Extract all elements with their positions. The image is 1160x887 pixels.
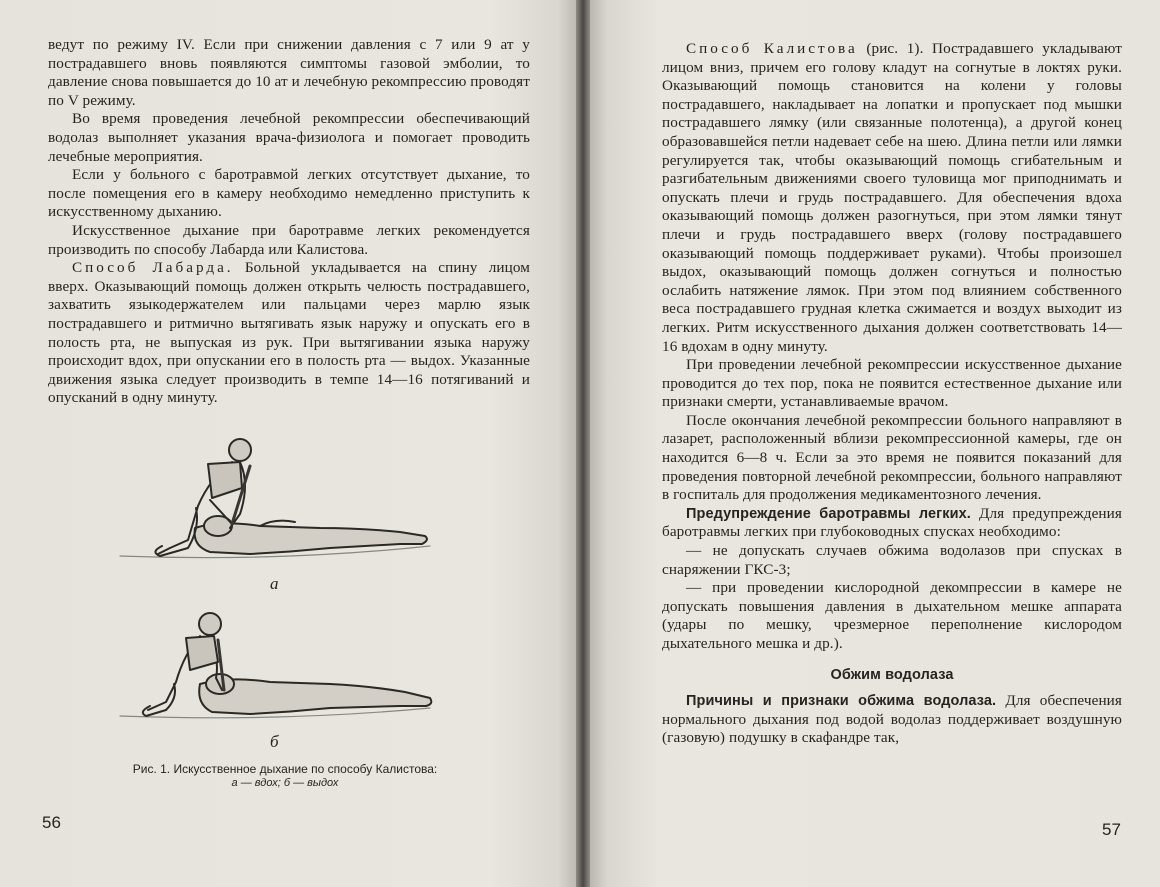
paragraph-kalistov <box>662 40 1122 356</box>
left-page-text <box>48 36 530 408</box>
paragraph: ведут по режиму IV. Если при снижении давления с 7 или 9 ат у пострадавшего вновь появляются симптомы газовой эмболии, то давление снова повышается до 10 ат и лечебную рекомпрессию проводят по V режиму. <box>48 36 530 109</box>
paragraph: Если у больного с баротравмой легких отсутствует дыхание, то после помещения его в камеру необходимо немедленно приступить к искусственному дыханию. <box>48 166 530 221</box>
kalistov-title: Способ Калистова <box>686 40 858 57</box>
figure-caption <box>115 762 455 790</box>
prevention-text: Для предупреждения баротравмы легких при глубоководных спусках необходимо: <box>662 504 1122 541</box>
right-page-text <box>662 40 1122 748</box>
page-number-left: 56 <box>42 813 61 832</box>
paragraph: Искусственное дыхание при баротравме легких рекомендуется производить по способу Лабарда или Калистова. <box>48 221 530 258</box>
caption-legend: а — вдох; б — выдох <box>231 777 339 789</box>
figure-a-label: а <box>270 574 279 593</box>
figure-b-illustration <box>100 598 470 736</box>
causes-title: Причины и признаки обжима водолаза. <box>686 693 997 710</box>
left-page <box>0 0 576 887</box>
book-gutter <box>576 0 590 887</box>
list-item: — не допускать случаев обжима водолазов при спусках в снаряжении ГКС-3; <box>662 542 1122 578</box>
paragraph: После окончания лечебной рекомпрессии больного направляют в лазарет, расположенный вблизи рекомпрессионной камеры, где он находится 6—8 ч. Если за это время не появится показаний для проведения повторной лечебной рекомпрессии, больного направляют в госпиталь для продолжения медикаментозного лечения. <box>662 411 1122 504</box>
page-number-right: 57 <box>1102 820 1121 839</box>
paragraph: При проведении лечебной рекомпрессии искусственное дыхание проводится до тех пор, пока не появится естественное дыхание или признаки смерти, устанавливаемые врачом. <box>662 356 1122 411</box>
figure-b-label: б <box>270 732 279 751</box>
caption-title: Рис. 1. Искусственное дыхание по способу Калистова: <box>132 762 438 776</box>
figure-a-illustration <box>100 428 470 578</box>
list-item: — при проведении кислородной декомпрессии в камере не допускать повышения давления в дыхательном мешке аппарата (удары по мешку, чрезмерное переполнение кислородом дыхательного мешка и др.). <box>662 579 1122 652</box>
prevention-title: Предупреждение баротравмы легких. <box>686 505 971 522</box>
right-page <box>590 0 1160 887</box>
paragraph-labard <box>48 259 530 408</box>
paragraph: Во время проведения лечебной рекомпрессии обеспечивающий водолаз выполняет указания врача-физиолога и помогает проводить лечебные мероприятия. <box>48 110 530 165</box>
paragraph-prevention <box>662 505 1122 542</box>
labard-text: Больной укладывается на спину лицом вверх. Оказывающий помощь должен открыть челюсть пострадавшего, захватить языкодержателем или пальцами через марлю язык пострадавшего и ритмично вытягивать язык наружу и опускать его в полость рта, не выпуская из рук. При вытягивании языка наружу происходит вдох, при опускании его в полость рта — выдох. Указанные движения языка следует производить в темпе 14—16 потягиваний и опусканий в одну минуту. <box>48 259 530 407</box>
kalistov-text: (рис. 1). Пострадавшего укладывают лицом вниз, причем его голову кладут на согнутые в локтях руки. Оказывающий помощь становится на колени у головы пострадавшего, накладывает на лопатки и пропускает под мышки пострадавшего лямку (или связанные полотенца), а другой конец образовавшейся петли надевает себе на шею. Длина петли или лямки регулируется так, чтобы оказывающий помощь сгибательным и разгибательным движениями своего туловища мог приподнимать и опускать плечи и грудь пострадавшего. Для обеспечения вдоха оказывающий помощь должен разогнуться, при этом лямки тянут плечи и грудь пострадавшего вверх (голову пострадавшего оказывающий помощь поддерживает руками). Чтобы произошел выдох, оказывающий помощь должен согнуться и полностью ослабить натяжение лямок. При этом под влиянием собственного веса пострадавшего грудная клетка сжимается и воздух выходит из легких. Ритм искусственного дыхания должен соответствовать 14—16 вдохам в одну минуту. <box>662 40 1122 355</box>
labard-title: Способ Лабарда. <box>72 259 234 277</box>
causes-text: Для обеспечения нормального дыхания под водой водолаз поддерживает воздушную (газовую) подушку в скафандре так, <box>662 692 1122 747</box>
paragraph-causes <box>662 692 1122 748</box>
section-heading: Обжим водолаза <box>830 666 954 683</box>
